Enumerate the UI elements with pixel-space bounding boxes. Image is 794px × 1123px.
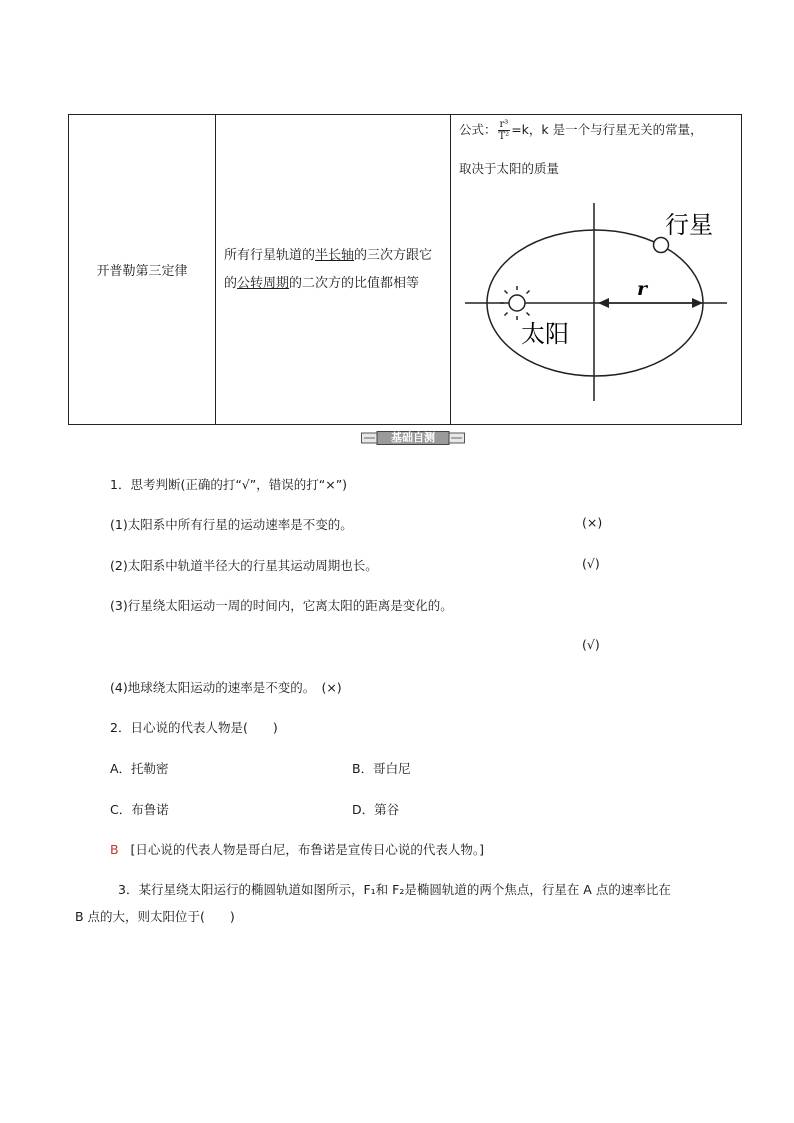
q2-option-c: C．布鲁诺 (110, 802, 169, 817)
q3-line-2: B 点的大，则太阳位于( ) (75, 909, 235, 924)
law-content-part3: 的二次方的比值都相等 (289, 275, 420, 291)
q2-explanation: [日心说的代表人物是哥白尼，布鲁诺是宣传日心说的代表人物。] (130, 842, 485, 857)
law-name-cell (69, 115, 216, 425)
banner-title: 基础自测 (391, 431, 435, 444)
radius-arrow-left (598, 298, 609, 308)
formula-prefix: 公式： (459, 122, 497, 137)
radius-label: r (637, 278, 648, 300)
law-name: 开普勒第三定律 (96, 264, 188, 279)
formula-diagram-cell (451, 115, 742, 425)
q2-option-a: A．托勒密 (110, 761, 169, 776)
planet-label: 行星 (665, 211, 713, 239)
q1-item-1-mark: (×) (582, 515, 603, 530)
kepler-law-table (68, 114, 742, 425)
q1-item-1: (1)太阳系中所有行星的运动速率是不变的。 (110, 517, 353, 532)
q2-option-d: D．第谷 (352, 802, 400, 817)
q1-stem: 1．思考判断(正确的打“√”，错误的打“×”) (110, 477, 348, 492)
semi-major-axis-term: 半长轴 (315, 247, 355, 263)
q1-item-2: (2)太阳系中轨道半径大的行星其运动周期也长。 (110, 558, 378, 573)
planet-icon (654, 238, 669, 253)
formula-numerator: r³ (499, 119, 509, 130)
q2-answer-letter: B (110, 842, 119, 857)
q1-item-4: (4)地球绕太阳运动的速率是不变的。 (×) (110, 680, 342, 695)
q2-answer-line (110, 840, 484, 858)
formula-denominator: T² (498, 131, 510, 142)
formula-fraction (498, 119, 511, 142)
q2-stem: 2．日心说的代表人物是( ) (110, 720, 278, 735)
q1-item-2-mark: (√) (582, 556, 600, 571)
radius-arrow-right (692, 298, 703, 308)
law-content-part1: 所有行星轨道的 (224, 247, 316, 263)
sun-label: 太阳 (521, 320, 569, 348)
formula-rest: =k，k 是一个与行星无关的常量， (511, 122, 703, 137)
law-content-part2: 的三次方跟它的 (224, 247, 433, 291)
section-banner (361, 431, 465, 445)
orbit-diagram (451, 195, 741, 425)
q2-option-b: B．哥白尼 (352, 761, 411, 776)
formula-line (459, 119, 703, 142)
q1-item-3-mark: (√) (582, 637, 600, 652)
law-content-cell (216, 115, 451, 425)
q3-line-1: 3．某行星绕太阳运行的椭圆轨道如图所示，F₁和 F₂是椭圆轨道的两个焦点，行星在 A 点的速率比在 (118, 882, 671, 897)
orbital-period-term: 公转周期 (237, 275, 290, 291)
formula-note: 取决于太阳的质量 (459, 161, 560, 176)
q1-item-3: (3)行星绕太阳运动一周的时间内，它离太阳的距离是变化的。 (110, 598, 453, 613)
